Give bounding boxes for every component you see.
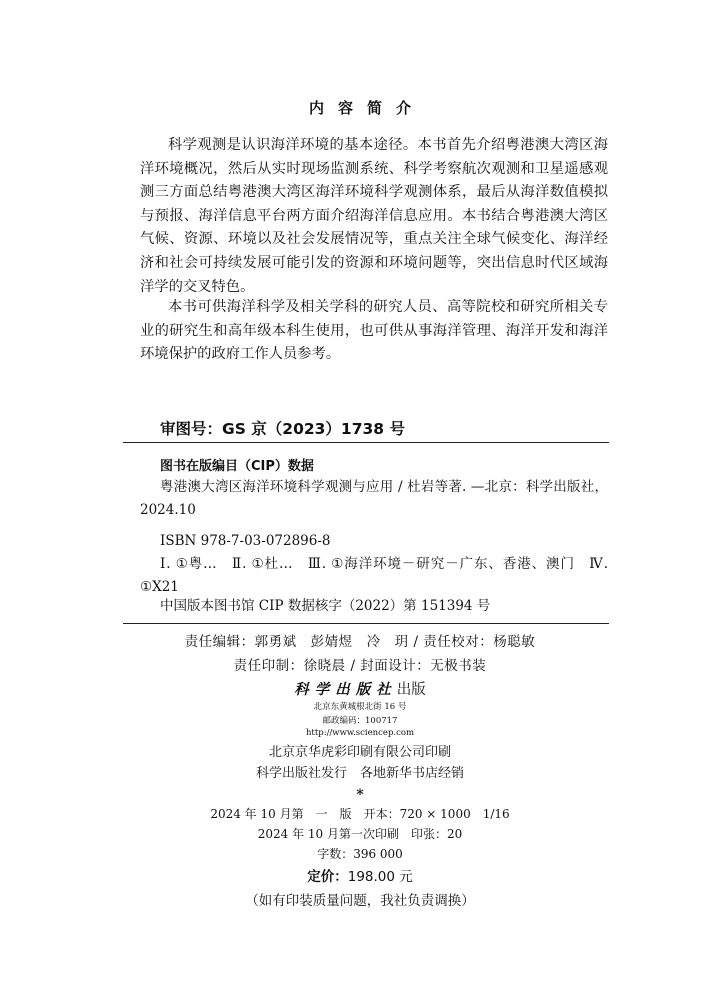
divider-top bbox=[123, 442, 609, 443]
publisher-website: http://www.sciencep.com bbox=[305, 728, 415, 738]
word-count: 字数：396 000 bbox=[317, 847, 403, 861]
distributor-line: 科学出版社发行 各地新华书店经销 bbox=[255, 766, 464, 781]
staff-line-1: 责任编辑：郭勇斌 彭婧煜 冷 玥 / 责任校对：杨聪敏 bbox=[184, 634, 536, 650]
map-review-number: 审图号：GS 京（2023）1738 号 bbox=[160, 420, 405, 438]
price-label: 定价： bbox=[307, 869, 348, 885]
publisher-line bbox=[0, 678, 720, 699]
publisher-address: 北京东黄城根北街 16 号 bbox=[313, 702, 407, 712]
printing-line: 2024 年 10 月第一次印刷 印张：20 bbox=[257, 827, 463, 841]
cip-classification: Ⅰ. ①粤… Ⅱ. ①杜… Ⅲ. ①海洋环境－研究－广东、香港、澳门 Ⅳ. ①X21 bbox=[140, 556, 608, 595]
quality-note: （如有印装质量问题，我社负责调换） bbox=[245, 893, 475, 909]
printer-line: 北京京华虎彩印刷有限公司印刷 bbox=[268, 745, 451, 760]
staff-line-2: 责任印制：徐晓晨 / 封面设计：无极书装 bbox=[233, 658, 487, 674]
cip-citation: 粤港澳大湾区海洋环境科学观测与应用 / 杜岩等著. —北京：科学出版社，2024.10 bbox=[140, 479, 608, 518]
publisher-suffix: 出版 bbox=[396, 682, 426, 698]
cip-heading: 图书在版编目（CIP）数据 bbox=[160, 459, 314, 474]
publisher-postcode: 邮政编码：100717 bbox=[322, 716, 398, 726]
publisher-logo: 科学出版社 bbox=[294, 681, 397, 698]
separator-star: * bbox=[356, 787, 364, 803]
divider-bottom bbox=[123, 623, 609, 624]
summary-paragraph-1: 科学观测是认识海洋环境的基本途径。本书首先介绍粤港澳大湾区海洋环境概况，然后从实时现场监测系统、科学考察航次观测和卫星遥感观测三方面总结粤港澳大湾区海洋环境科学观测体系，最后从海洋数值模拟与预报、海洋信息平台两方面介绍海洋信息应用。本书结合粤港澳大湾区气候、资源、环境以及社会发展情况等，重点关注全球气候变化、海洋经济和社会可持续发展可能引发的资源和环境问题等，突出信息时代区域海洋学的交叉特色。 bbox=[140, 137, 608, 295]
edition-line: 2024 年 10 月第 一 版 开本：720 × 1000 1/16 bbox=[210, 807, 510, 821]
summary-paragraph-2: 本书可供海洋科学及相关学科的研究人员、高等院校和研究所相关专业的研究生和高年级本科生使用，也可供从事海洋管理、海洋开发和海洋环境保护的政府工作人员参考。 bbox=[140, 299, 608, 363]
summary-title: 内容简介 bbox=[308, 99, 425, 117]
cip-isbn: ISBN 978-7-03-072896-8 bbox=[160, 533, 331, 549]
cip-cn-record: 中国版本图书馆 CIP 数据核字（2022）第 151394 号 bbox=[160, 598, 491, 614]
price-line bbox=[0, 865, 720, 885]
price-value: 198.00 元 bbox=[347, 869, 413, 885]
